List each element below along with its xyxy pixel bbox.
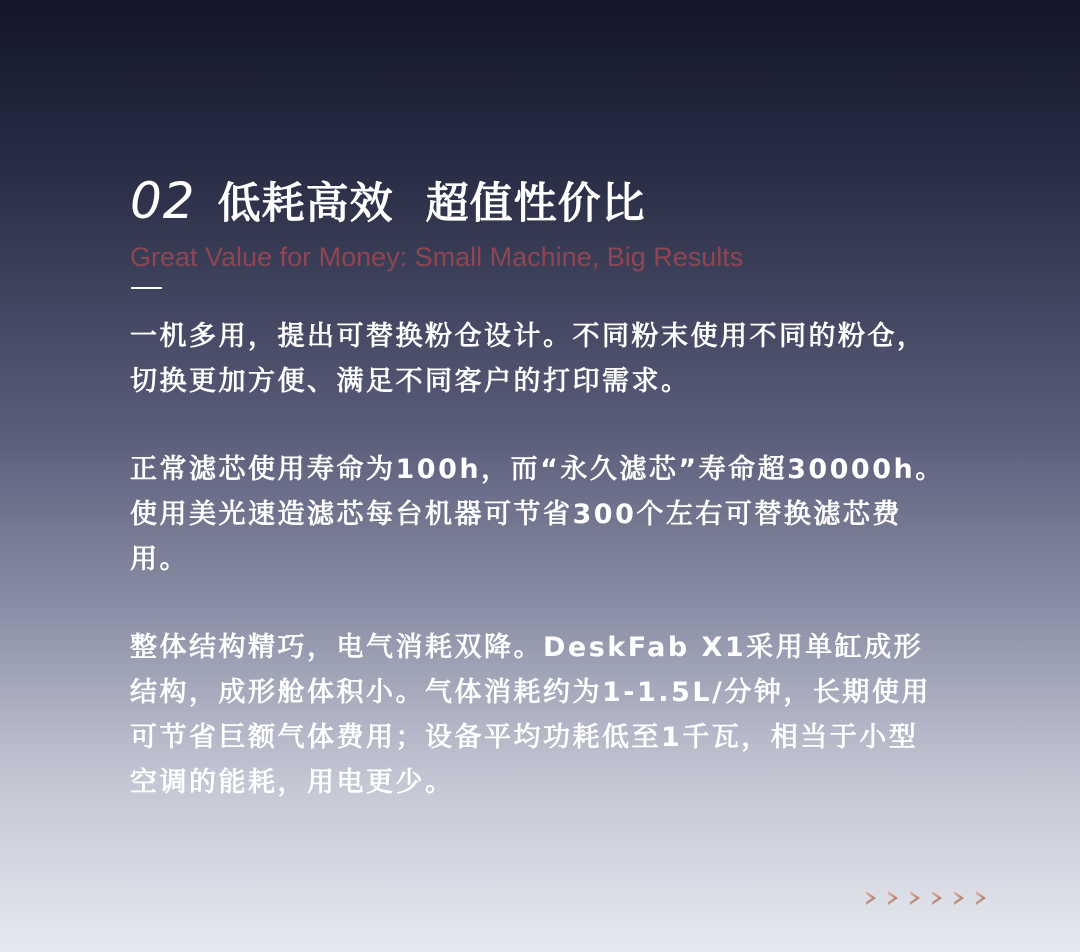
paragraph-line: 整体结构精巧，电气消耗双降。DeskFab X1采用单缸成形 bbox=[130, 632, 924, 663]
section-heading bbox=[130, 170, 646, 231]
chevron-right-icon bbox=[862, 888, 882, 908]
chevron-right-icon bbox=[972, 888, 992, 908]
paragraph-line: 用。 bbox=[130, 544, 189, 575]
chevron-right-icon bbox=[906, 888, 926, 908]
paragraph-energy bbox=[130, 625, 1020, 805]
chevron-right-icon bbox=[950, 888, 970, 908]
paragraph-line: 结构，成形舱体积小。气体消耗约为1-1.5L/分钟，长期使用 bbox=[130, 677, 931, 708]
chevron-right-icon bbox=[884, 888, 904, 908]
chevron-right-icon bbox=[928, 888, 948, 908]
body-text bbox=[130, 314, 1020, 805]
paragraph-line: 一机多用，提出可替换粉仓设计。不同粉末使用不同的粉仓， bbox=[130, 321, 927, 352]
section-subtitle: Great Value for Money: Small Machine, Big Results bbox=[130, 242, 744, 272]
section-number: 02 bbox=[130, 172, 196, 230]
paragraph-filter bbox=[130, 447, 1020, 582]
paragraph-line: 使用美光速造滤芯每台机器可节省300个左右可替换滤芯费 bbox=[130, 499, 902, 530]
paragraph-line: 可节省巨额气体费用；设备平均功耗低至1千瓦，相当于小型 bbox=[130, 722, 919, 753]
paragraph-line: 空调的能耗，用电更少。 bbox=[130, 767, 455, 798]
title-divider bbox=[131, 287, 162, 289]
section-title: 低耗高效 超值性价比 bbox=[217, 179, 646, 229]
paragraph-line: 正常滤芯使用寿命为100h，而“永久滤芯”寿命超30000h。 bbox=[130, 454, 945, 485]
paragraph-line: 切换更加方便、满足不同客户的打印需求。 bbox=[130, 366, 691, 397]
decorative-arrows bbox=[862, 888, 992, 908]
paragraph-powder-bin bbox=[130, 314, 1020, 404]
